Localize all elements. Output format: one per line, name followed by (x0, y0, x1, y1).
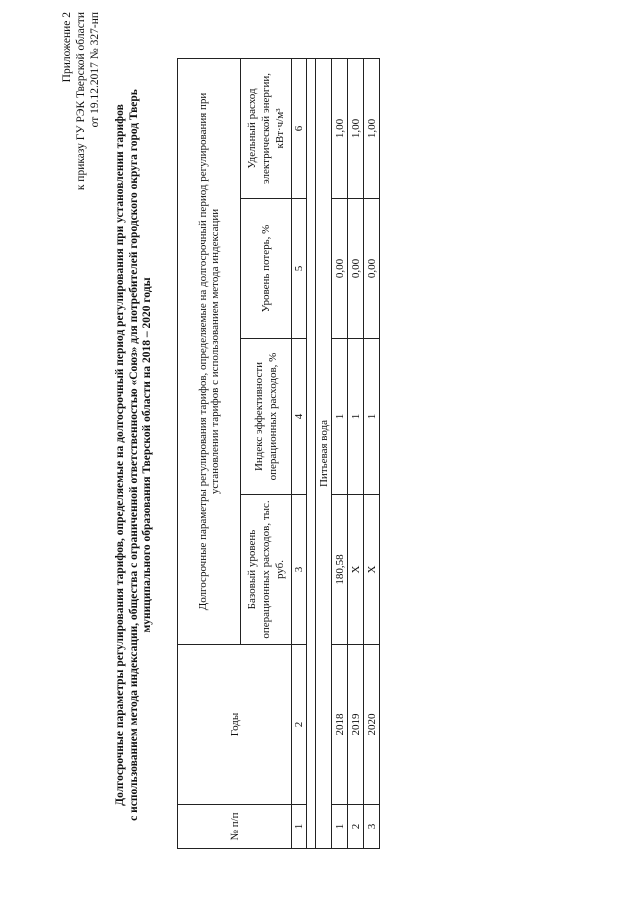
column-number: 3 (292, 495, 307, 645)
row-energy-consumption: 1,00 (332, 58, 348, 198)
appendix-block (60, 12, 102, 272)
parameters-table (177, 58, 380, 849)
table-row (364, 58, 380, 848)
row-number: 3 (364, 805, 380, 849)
header-energy-consumption: Удельный расход электрической энергии, кВт·ч/м³ (241, 58, 292, 198)
row-number: 2 (348, 805, 364, 849)
row-number: 1 (332, 805, 348, 849)
column-number: 6 (292, 58, 307, 198)
column-number: 1 (292, 805, 307, 849)
column-number: 5 (292, 199, 307, 339)
spacer-cell (307, 58, 316, 848)
header-loss-level: Уровень потерь, % (241, 199, 292, 339)
column-number: 4 (292, 339, 307, 495)
appendix-title: Приложение 2 (61, 12, 73, 83)
title-line-3: муниципального образования Тверской области на 2018 – 2020 годы (141, 277, 153, 633)
row-loss-level: 0,00 (364, 199, 380, 339)
row-loss-level: 0,00 (348, 199, 364, 339)
spacer-row (307, 58, 316, 848)
row-energy-consumption: 1,00 (348, 58, 364, 198)
appendix-order-date: от 19.12.2017 № 327-нп (89, 12, 101, 128)
table-row (348, 58, 364, 848)
header-efficiency-index: Индекс эффективности операционных расходов, % (241, 339, 292, 495)
table-row (332, 58, 348, 848)
title-line-1: Долгосрочные параметры регулирования тарифов, определяемые на долгосрочный период регулирования при установлении тарифов (114, 104, 126, 806)
row-year: 2020 (364, 645, 380, 805)
column-numbers-row (292, 58, 307, 848)
row-year: 2019 (348, 645, 364, 805)
row-base-opex: Х (364, 495, 380, 645)
title-line-2: с использованием метода индексации, общества с ограниченной ответственностью «Союз» для потребителей городского округа город Тверь (127, 89, 140, 821)
row-loss-level: 0,00 (332, 199, 348, 339)
header-base-opex: Базовый уровень операционных расходов, тыс. руб. (241, 495, 292, 645)
row-base-opex: Х (348, 495, 364, 645)
header-row-number: № п/п (178, 805, 292, 849)
row-efficiency-index: 1 (332, 339, 348, 495)
row-energy-consumption: 1,00 (364, 58, 380, 198)
header-group: Долгосрочные параметры регулирования тарифов, определяемые на долгосрочный период регулирования при установлении тарифов с использованием метода индексации (178, 58, 241, 644)
header-years: Годы (178, 645, 292, 805)
row-efficiency-index: 1 (364, 339, 380, 495)
section-label: Питьевая вода (316, 58, 332, 848)
row-base-opex: 180,58 (332, 495, 348, 645)
section-row (316, 58, 332, 848)
row-year: 2018 (332, 645, 348, 805)
appendix-order-ref: к приказу ГУ РЭК Тверской области (75, 12, 87, 191)
document-title (114, 55, 155, 855)
column-number: 2 (292, 645, 307, 805)
row-efficiency-index: 1 (348, 339, 364, 495)
